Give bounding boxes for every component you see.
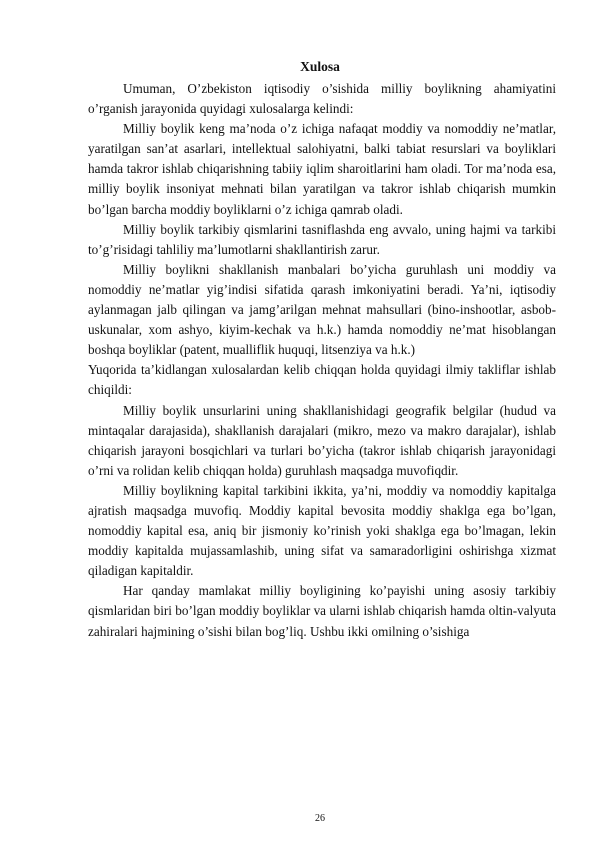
document-title: Xulosa [300, 59, 340, 74]
page-number: 26 [315, 813, 325, 824]
paragraph-4: Milliy boylikni shakllanish manbalari bo’yicha guruhlash uni moddiy va nomoddiy ne’matlar yig’indisi sifatida qarash imkoniyatini beradi. Ya’ni, iqtisodiy aylanmagan jalb qilingan va jamg’arilgan mehnat mahsullari (bino-inshootlar, asbob-uskunalar, xom ashyo, kiyim-kechak va h.k.) hamda nomoddiy ne’mat hisoblangan boshqa boyliklar (patent, mualliflik huquqi, litsenziya va h.k.) [88, 261, 556, 358]
paragraph-2: Milliy boylik keng ma’noda o’z ichiga nafaqat moddiy va nomoddiy ne’matlar, yaratilgan san’at asarlari, intellektual salohiyatni, balki tabiat resurslari va boyliklari hamda takror ishlab chiqarishning tabiiy iqlim sharoitlarini ham oladi. Tor ma’noda esa, milliy boylik insoniyat mehnati bilan yaratilgan va takror ishlab chiqarish mumkin bo’lgan barcha moddiy boyliklarni o’z ichiga qamrab oladi. [88, 121, 556, 217]
paragraph-3: Milliy boylik tarkibiy qismlarini tasniflashda eng avvalo, uning hajmi va tarkibi to’g’risidagi tahliliy ma’lumotlarni shakllantirish zarur. [88, 221, 556, 257]
paragraph-6: Milliy boylik unsurlarini uning shakllanishidagi geografik belgilar (hudud va mintaqalar darajasida), shakllanish darajalari (mikro, mezo va makro darajalar), ishlab chiqarish jarayoni bosqichlari va turlari bo’yicha (takror ishlab chiqarish jarayonidagi o’rni va rolidan kelib chiqqan holda) guruhlash maqsadga muvofiqdir. [88, 402, 556, 478]
document-body [88, 79, 556, 642]
paragraph-7: Milliy boylikning kapital tarkibini ikkita, ya’ni, moddiy va nomoddiy kapitalga ajratish maqsadga muvofiq. Moddiy kapital bevosita moddiy shaklga ega bo’lgan, nomoddiy kapital esa, aniq bir jismoniy ko’rinish yoki shaklga ega bo’lmagan, lekin moddiy kapitalda mujassamlashib, uning sifat va samaradorligini oshirishga xizmat qiladigan kapitaldir. [88, 482, 556, 579]
paragraph-5: Yuqorida ta’kidlangan xulosalardan kelib chiqqan holda quyidagi ilmiy takliflar ishlab chiqildi: [88, 362, 556, 398]
paragraph-8: Har qanday mamlakat milliy boyligining ko’payishi uning asosiy tarkibiy qismlaridan biri bo’lgan moddiy boyliklar va ularni ishlab chiqarish hamda oltin-valyuta zahiralari hajmining o’sishi bilan bog’liq. Ushbu ikki omilning o’sishiga [88, 583, 556, 639]
paragraph-1: Umuman, O’zbekiston iqtisodiy o’sishida milliy boylikning ahamiyatini o’rganish jarayonida quyidagi xulosalarga kelindi: [88, 81, 556, 117]
